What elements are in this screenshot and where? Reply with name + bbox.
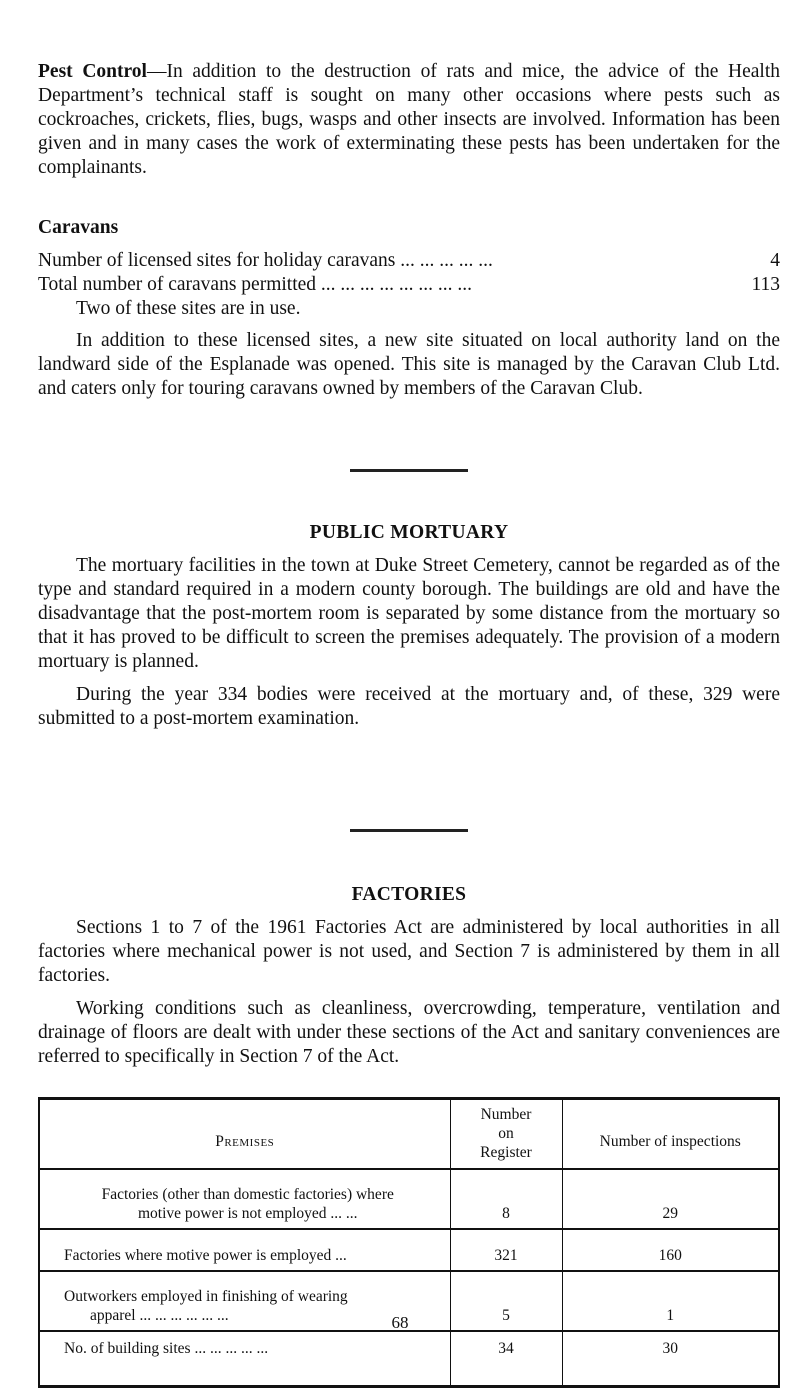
column-header-register — [450, 1099, 562, 1169]
premises-cell — [39, 1229, 450, 1271]
mortuary-paragraph-2: During the year 334 bodies were received at the mortuary and, of these, 329 were submitted to a post-mortem examination. — [38, 684, 780, 729]
register-cell: 34 — [450, 1331, 562, 1387]
register-header-line-1: Number — [480, 1106, 532, 1124]
document-page — [38, 60, 780, 1388]
premises-line-1: Factories (other than domestic factories) where — [101, 1185, 394, 1203]
caravan-sites-row — [38, 249, 780, 273]
caravans-permitted-row — [38, 273, 780, 297]
register-cell: 8 — [450, 1169, 562, 1229]
pest-control-text: —In addition to the destruction of rats and mice, the advice of the Health Department’s technical staff is sought on many other occasions where pests such as cockroaches, crickets, flies, bugs, wasps and other insects are involved. Information has been given and in many cases the work of exterminating these pests has been undertaken for the complainants. — [38, 61, 780, 178]
inspections-cell: 29 — [562, 1169, 779, 1229]
mortuary-paragraph-1: The mortuary facilities in the town at Duke Street Cemetery, cannot be regarded as of the type and standard required in a modern county borough. The buildings are old and have the disadvantage that the post-mortem room is separated by some distance from the mortuary so that it has proved to be difficult to screen the premises adequately. The provision of a modern mortuary is planned. — [38, 555, 780, 672]
register-cell: 321 — [450, 1229, 562, 1271]
caravan-sites-label: Number of licensed sites for holiday caravans ... ... ... ... ... — [38, 250, 493, 271]
table-row — [39, 1169, 779, 1229]
premises-line-1: Outworkers employed in finishing of wearing — [64, 1287, 348, 1305]
factories-paragraph-1: Sections 1 to 7 of the 1961 Factories Act are administered by local authorities in all factories where mechanical power is not used, and Section 7 is administered by them in all factories. — [38, 917, 780, 986]
caravans-permitted-value: 113 — [751, 274, 780, 295]
column-header-premises: Premises — [39, 1099, 450, 1169]
factories-paragraph-2: Working conditions such as cleanliness, overcrowding, temperature, ventilation and drainage of floors are dealt with under these sections of the Act and sanitary conveniences are referred to specifically in Section 7 of the Act. — [38, 998, 780, 1067]
caravans-paragraph: In addition to these licensed sites, a new site situated on local authority land on the landward side of the Esplanade was opened. This site is managed by the Caravan Club Ltd. and caters only for touring caravans owned by members of the Caravan Club. — [38, 330, 780, 399]
inspections-cell: 30 — [662, 1339, 678, 1357]
register-cell: 5 — [450, 1271, 562, 1331]
factories-heading: FACTORIES — [351, 884, 467, 905]
premises-line-1: Factories where motive power is employed ... — [64, 1246, 347, 1264]
inspections-cell: 160 — [562, 1229, 779, 1271]
table-row — [39, 1229, 779, 1271]
pest-control-heading: Pest Control — [38, 61, 147, 82]
register-header-line-3: Register — [480, 1144, 532, 1162]
caravans-note: Two of these sites are in use. — [76, 298, 301, 319]
mortuary-heading: PUBLIC MORTUARY — [309, 522, 509, 543]
premises-line-2: apparel ... ... ... ... ... ... — [90, 1306, 229, 1324]
caravans-heading: Caravans — [38, 217, 119, 238]
inspections-cell: 1 — [562, 1271, 779, 1331]
caravan-sites-value: 4 — [770, 250, 780, 271]
page-number: 68 — [391, 1313, 409, 1332]
factories-table — [38, 1097, 780, 1388]
premises-line-2: motive power is not employed ... ... — [137, 1204, 358, 1222]
pest-control-paragraph — [38, 60, 780, 180]
premises-line-1: No. of building sites ... ... ... ... ... — [64, 1339, 269, 1357]
caravans-permitted-label: Total number of caravans permitted ... ... ... ... ... ... ... ... — [38, 274, 473, 295]
premises-cell — [39, 1169, 450, 1229]
register-header-line-2: on — [498, 1125, 514, 1143]
column-header-inspections: Number of inspections — [562, 1099, 779, 1169]
